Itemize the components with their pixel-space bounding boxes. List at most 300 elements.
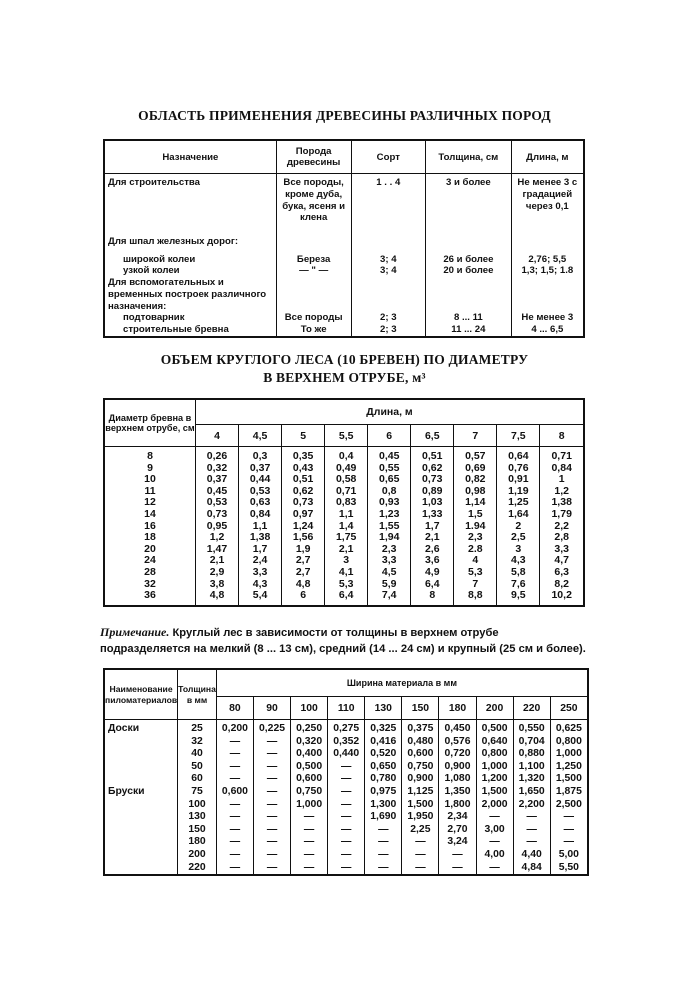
length-value: 4,5 bbox=[239, 425, 282, 447]
cell-volume: 1,79 bbox=[540, 509, 584, 521]
cell-volume: 1,1 bbox=[239, 521, 282, 533]
cell-volume: — bbox=[328, 824, 365, 837]
cell-volume: 2,9 bbox=[196, 567, 239, 579]
cell-volume: — bbox=[439, 862, 476, 876]
col-header-purpose: Назначение bbox=[104, 140, 276, 174]
cell-volume: — bbox=[216, 849, 253, 862]
cell-volume: — bbox=[216, 748, 253, 761]
cell-volume: — bbox=[216, 799, 253, 812]
cell-volume: 1,94 bbox=[368, 532, 411, 544]
cell-volume: 0,600 bbox=[291, 773, 328, 786]
cell-volume: 0,500 bbox=[291, 761, 328, 774]
cell-length bbox=[511, 277, 584, 312]
cell-grade: 1 . . 4 bbox=[351, 174, 426, 226]
cell-volume: 1,500 bbox=[402, 799, 439, 812]
width-value: 80 bbox=[216, 697, 253, 720]
cell-volume: 5,00 bbox=[550, 849, 588, 862]
width-value: 100 bbox=[291, 697, 328, 720]
cell-thickness: 20 и более bbox=[426, 265, 512, 277]
cell-volume: — bbox=[476, 862, 513, 876]
length-value: 4 bbox=[196, 425, 239, 447]
cell-volume: 2,34 bbox=[439, 811, 476, 824]
cell-volume: 0,416 bbox=[365, 736, 402, 749]
cell-volume: 2,3 bbox=[368, 544, 411, 556]
cell-volume: 4,8 bbox=[282, 579, 325, 591]
cell-volume: 0,63 bbox=[239, 497, 282, 509]
lumber-volume-body bbox=[104, 720, 588, 876]
cell-volume: 0,250 bbox=[291, 720, 328, 736]
cell-thickness: 3 и более bbox=[426, 174, 512, 226]
cell-volume: — bbox=[550, 824, 588, 837]
cell-volume: 0,98 bbox=[454, 486, 497, 498]
cell-volume: 4,3 bbox=[239, 579, 282, 591]
cell-material-name bbox=[104, 799, 178, 812]
cell-purpose: строительные бревна bbox=[104, 324, 276, 337]
table-row bbox=[104, 773, 588, 786]
cell-volume: — bbox=[513, 824, 550, 837]
cell-purpose: подтоварник bbox=[104, 312, 276, 324]
cell-volume: 0,325 bbox=[365, 720, 402, 736]
cell-species bbox=[276, 277, 351, 312]
cell-volume: — bbox=[328, 836, 365, 849]
cell-volume: 7 bbox=[454, 579, 497, 591]
cell-volume: 0,64 bbox=[497, 447, 540, 463]
cell-thickness bbox=[426, 226, 512, 248]
cell-length: Не менее 3 bbox=[511, 312, 584, 324]
table-row bbox=[104, 590, 584, 606]
table-row bbox=[104, 720, 588, 736]
table-row bbox=[104, 532, 584, 544]
cell-volume: 0,95 bbox=[196, 521, 239, 533]
cell-volume: 0,49 bbox=[325, 463, 368, 475]
cell-volume: — bbox=[476, 811, 513, 824]
table-row bbox=[104, 824, 588, 837]
width-value: 250 bbox=[550, 697, 588, 720]
length-value: 6,5 bbox=[411, 425, 454, 447]
cell-volume: 2,4 bbox=[239, 555, 282, 567]
cell-volume: 0,93 bbox=[368, 497, 411, 509]
cell-volume: 1,9 bbox=[282, 544, 325, 556]
cell-volume: 1,500 bbox=[476, 786, 513, 799]
cell-diameter: 10 bbox=[104, 474, 196, 486]
log-volume-table bbox=[103, 398, 585, 607]
cell-volume: 2,200 bbox=[513, 799, 550, 812]
cell-volume: — bbox=[216, 773, 253, 786]
cell-volume: 1,64 bbox=[497, 509, 540, 521]
cell-volume: 0,62 bbox=[411, 463, 454, 475]
note bbox=[100, 624, 590, 657]
cell-volume: 2.8 bbox=[454, 544, 497, 556]
col-header-diameter: Диаметр бревна в верхнем отрубе, см bbox=[104, 399, 196, 447]
cell-material-name bbox=[104, 773, 178, 786]
cell-volume: 0,975 bbox=[365, 786, 402, 799]
table-header-row bbox=[104, 669, 588, 697]
cell-thickness: 180 bbox=[178, 836, 217, 849]
cell-material-name: Бруски bbox=[104, 786, 178, 799]
cell-volume: — bbox=[253, 748, 290, 761]
cell-volume: 0,780 bbox=[365, 773, 402, 786]
cell-volume: 1,38 bbox=[540, 497, 584, 509]
cell-thickness: 130 bbox=[178, 811, 217, 824]
cell-volume: — bbox=[253, 799, 290, 812]
cell-thickness: 25 bbox=[178, 720, 217, 736]
cell-volume: 3,6 bbox=[411, 555, 454, 567]
cell-volume: 3,3 bbox=[239, 567, 282, 579]
cell-purpose: Для вспомогательных и временных построек различного назначения: bbox=[104, 277, 276, 312]
cell-volume: 2 bbox=[497, 521, 540, 533]
cell-thickness: 220 bbox=[178, 862, 217, 876]
cell-volume: 5,50 bbox=[550, 862, 588, 876]
cell-volume: 0,500 bbox=[476, 720, 513, 736]
cell-volume: 1,24 bbox=[282, 521, 325, 533]
cell-volume: — bbox=[216, 761, 253, 774]
col-header-grade: Сорт bbox=[351, 140, 426, 174]
note-label: Примечание. bbox=[100, 625, 170, 639]
cell-volume: 0,58 bbox=[325, 474, 368, 486]
cell-volume: 3 bbox=[325, 555, 368, 567]
cell-volume: 0,750 bbox=[291, 786, 328, 799]
table-row bbox=[104, 849, 588, 862]
cell-volume: — bbox=[328, 799, 365, 812]
cell-volume: 1,000 bbox=[476, 761, 513, 774]
cell-length: 2,76; 5,5 bbox=[511, 248, 584, 266]
cell-volume: — bbox=[328, 761, 365, 774]
table-row bbox=[104, 786, 588, 799]
cell-volume: 0,520 bbox=[365, 748, 402, 761]
cell-volume: — bbox=[253, 811, 290, 824]
cell-volume: — bbox=[328, 811, 365, 824]
table1-title: ОБЛАСТЬ ПРИМЕНЕНИЯ ДРЕВЕСИНЫ РАЗЛИЧНЫХ ПОРОД bbox=[138, 108, 551, 123]
cell-diameter: 36 bbox=[104, 590, 196, 606]
cell-volume: 0,71 bbox=[540, 447, 584, 463]
cell-volume: 0,26 bbox=[196, 447, 239, 463]
cell-volume: 4,1 bbox=[325, 567, 368, 579]
col-header-name: Наименование пиломатериалов bbox=[104, 669, 178, 720]
cell-material-name bbox=[104, 748, 178, 761]
length-value: 5 bbox=[282, 425, 325, 447]
cell-volume: 2,8 bbox=[540, 532, 584, 544]
cell-volume: — bbox=[216, 836, 253, 849]
cell-volume: 10,2 bbox=[540, 590, 584, 606]
table-row bbox=[104, 324, 584, 337]
cell-volume: 0,57 bbox=[454, 447, 497, 463]
cell-volume: 1,1 bbox=[325, 509, 368, 521]
cell-volume: 1,19 bbox=[497, 486, 540, 498]
cell-diameter: 32 bbox=[104, 579, 196, 591]
cell-diameter: 9 bbox=[104, 463, 196, 475]
cell-volume: 0,83 bbox=[325, 497, 368, 509]
cell-volume: 0,51 bbox=[411, 447, 454, 463]
cell-volume: 0,200 bbox=[216, 720, 253, 736]
table-row bbox=[104, 836, 588, 849]
cell-volume: 0,550 bbox=[513, 720, 550, 736]
cell-volume: 3 bbox=[497, 544, 540, 556]
cell-volume: 1,300 bbox=[365, 799, 402, 812]
cell-volume: 0,440 bbox=[328, 748, 365, 761]
cell-volume: 4,84 bbox=[513, 862, 550, 876]
cell-material-name bbox=[104, 761, 178, 774]
log-volume-body bbox=[104, 447, 584, 606]
cell-volume: 0,89 bbox=[411, 486, 454, 498]
cell-diameter: 20 bbox=[104, 544, 196, 556]
cell-volume: — bbox=[216, 736, 253, 749]
cell-species: — " — bbox=[276, 265, 351, 277]
cell-volume: 5,8 bbox=[497, 567, 540, 579]
cell-volume: 0,84 bbox=[239, 509, 282, 521]
cell-volume: — bbox=[216, 862, 253, 876]
cell-material-name bbox=[104, 836, 178, 849]
cell-volume: 4,3 bbox=[497, 555, 540, 567]
cell-volume: — bbox=[550, 836, 588, 849]
cell-volume: 1,2 bbox=[196, 532, 239, 544]
cell-volume: 4,7 bbox=[540, 555, 584, 567]
cell-volume: 0,880 bbox=[513, 748, 550, 761]
cell-volume: — bbox=[291, 836, 328, 849]
cell-volume: — bbox=[513, 836, 550, 849]
width-value: 150 bbox=[402, 697, 439, 720]
cell-thickness: 32 bbox=[178, 736, 217, 749]
cell-thickness: 50 bbox=[178, 761, 217, 774]
cell-volume: 3,24 bbox=[439, 836, 476, 849]
cell-volume: 0,640 bbox=[476, 736, 513, 749]
cell-volume: 0,320 bbox=[291, 736, 328, 749]
cell-diameter: 14 bbox=[104, 509, 196, 521]
cell-thickness: 11 ... 24 bbox=[426, 324, 512, 337]
cell-species: Все породы bbox=[276, 312, 351, 324]
cell-volume: 2,1 bbox=[411, 532, 454, 544]
cell-volume: 0,37 bbox=[196, 474, 239, 486]
col-header-width: Ширина материала в мм bbox=[216, 669, 588, 697]
cell-volume: — bbox=[291, 849, 328, 862]
table-row bbox=[104, 862, 588, 876]
cell-volume: 1,500 bbox=[550, 773, 588, 786]
cell-volume: 1.94 bbox=[454, 521, 497, 533]
table-row bbox=[104, 509, 584, 521]
cell-volume: 1,25 bbox=[497, 497, 540, 509]
cell-volume: 1,75 bbox=[325, 532, 368, 544]
cell-volume: 6,4 bbox=[411, 579, 454, 591]
cell-purpose: Для шпал железных дорог: bbox=[104, 226, 276, 248]
cell-length: 1,3; 1,5; 1.8 bbox=[511, 265, 584, 277]
cell-volume: 0,73 bbox=[196, 509, 239, 521]
wood-usage-table bbox=[103, 139, 585, 338]
cell-volume: 5,9 bbox=[368, 579, 411, 591]
length-value: 5,5 bbox=[325, 425, 368, 447]
cell-grade: 3; 4 bbox=[351, 248, 426, 266]
cell-volume: 8,8 bbox=[454, 590, 497, 606]
cell-material-name bbox=[104, 849, 178, 862]
cell-volume: 9,5 bbox=[497, 590, 540, 606]
cell-volume: — bbox=[216, 824, 253, 837]
cell-volume: 4,9 bbox=[411, 567, 454, 579]
cell-volume: 2,1 bbox=[325, 544, 368, 556]
cell-volume: 1,320 bbox=[513, 773, 550, 786]
cell-volume: 1,2 bbox=[540, 486, 584, 498]
cell-thickness: 150 bbox=[178, 824, 217, 837]
table-row bbox=[104, 174, 584, 226]
cell-volume: 2,5 bbox=[497, 532, 540, 544]
width-value: 130 bbox=[365, 697, 402, 720]
cell-volume: 1,7 bbox=[411, 521, 454, 533]
cell-thickness: 60 bbox=[178, 773, 217, 786]
cell-length: Не менее 3 с градацией через 0,1 bbox=[511, 174, 584, 226]
cell-volume: 2,7 bbox=[282, 567, 325, 579]
cell-volume: 1,250 bbox=[550, 761, 588, 774]
cell-volume: — bbox=[253, 786, 290, 799]
cell-volume: 1,800 bbox=[439, 799, 476, 812]
cell-volume: 3,8 bbox=[196, 579, 239, 591]
cell-volume: — bbox=[253, 773, 290, 786]
length-value: 6 bbox=[368, 425, 411, 447]
cell-volume: 0,55 bbox=[368, 463, 411, 475]
cell-volume: 1,000 bbox=[291, 799, 328, 812]
width-value: 200 bbox=[476, 697, 513, 720]
cell-volume: — bbox=[253, 761, 290, 774]
cell-volume: 3,3 bbox=[540, 544, 584, 556]
cell-volume: 1,690 bbox=[365, 811, 402, 824]
cell-volume: 0,225 bbox=[253, 720, 290, 736]
cell-volume: 0,76 bbox=[497, 463, 540, 475]
cell-volume: 4,5 bbox=[368, 567, 411, 579]
cell-volume: — bbox=[253, 849, 290, 862]
cell-volume: — bbox=[402, 849, 439, 862]
width-value: 180 bbox=[439, 697, 476, 720]
cell-volume: 1,14 bbox=[454, 497, 497, 509]
cell-volume: — bbox=[402, 836, 439, 849]
cell-volume: 8 bbox=[411, 590, 454, 606]
cell-volume: 2,2 bbox=[540, 521, 584, 533]
cell-diameter: 28 bbox=[104, 567, 196, 579]
cell-thickness bbox=[426, 277, 512, 312]
cell-grade: 2; 3 bbox=[351, 312, 426, 324]
cell-volume: 8,2 bbox=[540, 579, 584, 591]
table-row bbox=[104, 226, 584, 248]
cell-volume: 0,480 bbox=[402, 736, 439, 749]
cell-purpose: узкой колеи bbox=[104, 265, 276, 277]
cell-volume: 4,00 bbox=[476, 849, 513, 862]
cell-thickness: 100 bbox=[178, 799, 217, 812]
table-header-row bbox=[104, 140, 584, 174]
cell-volume: 0,800 bbox=[476, 748, 513, 761]
cell-length bbox=[511, 226, 584, 248]
table-row bbox=[104, 761, 588, 774]
cell-volume: 0,35 bbox=[282, 447, 325, 463]
cell-length: 4 ... 6,5 bbox=[511, 324, 584, 337]
cell-volume: 5,3 bbox=[454, 567, 497, 579]
cell-volume: 1,350 bbox=[439, 786, 476, 799]
cell-species bbox=[276, 226, 351, 248]
cell-volume: 0,97 bbox=[282, 509, 325, 521]
cell-purpose: Для строительства bbox=[104, 174, 276, 226]
lumber-volume-table bbox=[103, 668, 589, 876]
cell-volume: — bbox=[365, 836, 402, 849]
cell-volume: 3,00 bbox=[476, 824, 513, 837]
cell-volume: 0,625 bbox=[550, 720, 588, 736]
cell-volume: 0,45 bbox=[196, 486, 239, 498]
cell-volume: 1,7 bbox=[239, 544, 282, 556]
cell-volume: 0,43 bbox=[282, 463, 325, 475]
cell-volume: — bbox=[365, 862, 402, 876]
cell-volume: 2,7 bbox=[282, 555, 325, 567]
table-row bbox=[104, 736, 588, 749]
col-header-thickness: Толщина в мм bbox=[178, 669, 217, 720]
cell-volume: — bbox=[550, 811, 588, 824]
cell-volume: 0,576 bbox=[439, 736, 476, 749]
col-header-thickness: Толщина, см bbox=[426, 140, 512, 174]
cell-volume: 2,70 bbox=[439, 824, 476, 837]
cell-volume: 0,91 bbox=[497, 474, 540, 486]
cell-volume: 1,080 bbox=[439, 773, 476, 786]
cell-volume: 1,650 bbox=[513, 786, 550, 799]
cell-volume: — bbox=[328, 862, 365, 876]
table-row bbox=[104, 248, 584, 266]
cell-volume: 0,650 bbox=[365, 761, 402, 774]
cell-volume: 0,53 bbox=[196, 497, 239, 509]
cell-thickness: 26 и более bbox=[426, 248, 512, 266]
cell-volume: 1,950 bbox=[402, 811, 439, 824]
cell-volume: 1,125 bbox=[402, 786, 439, 799]
cell-volume: 2,000 bbox=[476, 799, 513, 812]
cell-volume: 0,3 bbox=[239, 447, 282, 463]
cell-volume: 0,750 bbox=[402, 761, 439, 774]
cell-volume: — bbox=[253, 836, 290, 849]
cell-volume: 1,03 bbox=[411, 497, 454, 509]
cell-volume: 1 bbox=[540, 474, 584, 486]
cell-volume: 3,3 bbox=[368, 555, 411, 567]
cell-diameter: 12 bbox=[104, 497, 196, 509]
cell-volume: 2,1 bbox=[196, 555, 239, 567]
cell-volume: 1,000 bbox=[550, 748, 588, 761]
cell-volume: 0,375 bbox=[402, 720, 439, 736]
table2-title-line1: ОБЪЕМ КРУГЛОГО ЛЕСА (10 БРЕВЕН) ПО ДИАМЕТРУ bbox=[160, 352, 529, 367]
cell-grade: 2; 3 bbox=[351, 324, 426, 337]
cell-volume: — bbox=[513, 811, 550, 824]
cell-volume: 7,4 bbox=[368, 590, 411, 606]
cell-thickness: 8 ... 11 bbox=[426, 312, 512, 324]
table-row bbox=[104, 811, 588, 824]
cell-volume: 1,56 bbox=[282, 532, 325, 544]
cell-volume: 0,53 bbox=[239, 486, 282, 498]
cell-volume: 0,275 bbox=[328, 720, 365, 736]
cell-volume: — bbox=[328, 786, 365, 799]
cell-volume: 0,600 bbox=[402, 748, 439, 761]
cell-volume: — bbox=[253, 824, 290, 837]
cell-volume: 0,71 bbox=[325, 486, 368, 498]
cell-volume: 0,4 bbox=[325, 447, 368, 463]
cell-volume: 2,500 bbox=[550, 799, 588, 812]
cell-thickness: 75 bbox=[178, 786, 217, 799]
cell-volume: — bbox=[291, 862, 328, 876]
cell-volume: 4,8 bbox=[196, 590, 239, 606]
cell-volume: 0,37 bbox=[239, 463, 282, 475]
cell-volume: — bbox=[291, 811, 328, 824]
cell-volume: 2,3 bbox=[454, 532, 497, 544]
cell-volume: — bbox=[216, 811, 253, 824]
cell-volume: 2,25 bbox=[402, 824, 439, 837]
cell-volume: — bbox=[328, 773, 365, 786]
cell-volume: 0,400 bbox=[291, 748, 328, 761]
cell-volume: 5,3 bbox=[325, 579, 368, 591]
cell-volume: 2,6 bbox=[411, 544, 454, 556]
cell-diameter: 8 bbox=[104, 447, 196, 463]
cell-volume: 1,47 bbox=[196, 544, 239, 556]
width-value: 220 bbox=[513, 697, 550, 720]
cell-volume: — bbox=[253, 862, 290, 876]
cell-volume: — bbox=[253, 736, 290, 749]
cell-thickness: 200 bbox=[178, 849, 217, 862]
cell-diameter: 16 bbox=[104, 521, 196, 533]
table-row bbox=[104, 312, 584, 324]
